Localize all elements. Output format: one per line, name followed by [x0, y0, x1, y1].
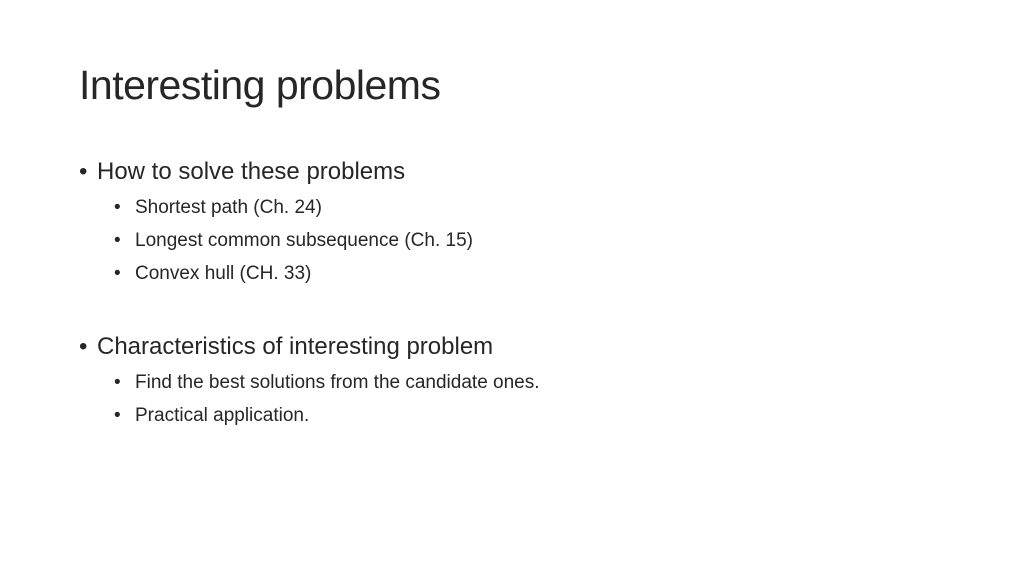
bullet-text: Shortest path (Ch. 24): [135, 197, 322, 218]
bullet-text: Practical application.: [135, 405, 310, 426]
bullet-level2: [114, 196, 322, 220]
slide-title: Interesting problems: [79, 62, 441, 108]
bullet-dot: •: [79, 333, 88, 360]
bullet-text: How to solve these problems: [97, 158, 406, 185]
bullet-level2: [114, 371, 540, 395]
bullet-text: Longest common subsequence (Ch. 15): [135, 230, 473, 251]
bullet-dot: •: [79, 158, 88, 185]
bullet-dot: •: [114, 263, 121, 284]
bullet-dot: •: [114, 405, 121, 426]
bullet-level1: [79, 332, 493, 362]
bullet-level2: [114, 262, 311, 286]
bullet-dot: •: [114, 197, 121, 218]
bullet-dot: •: [114, 230, 121, 251]
bullet-level1: [79, 157, 405, 187]
bullet-level2: [114, 229, 473, 253]
bullet-text: Convex hull (CH. 33): [135, 263, 312, 284]
bullet-level2: [114, 404, 309, 428]
bullet-dot: •: [114, 372, 121, 393]
bullet-text: Characteristics of interesting problem: [97, 333, 494, 360]
bullet-text: Find the best solutions from the candidate ones.: [135, 372, 540, 393]
